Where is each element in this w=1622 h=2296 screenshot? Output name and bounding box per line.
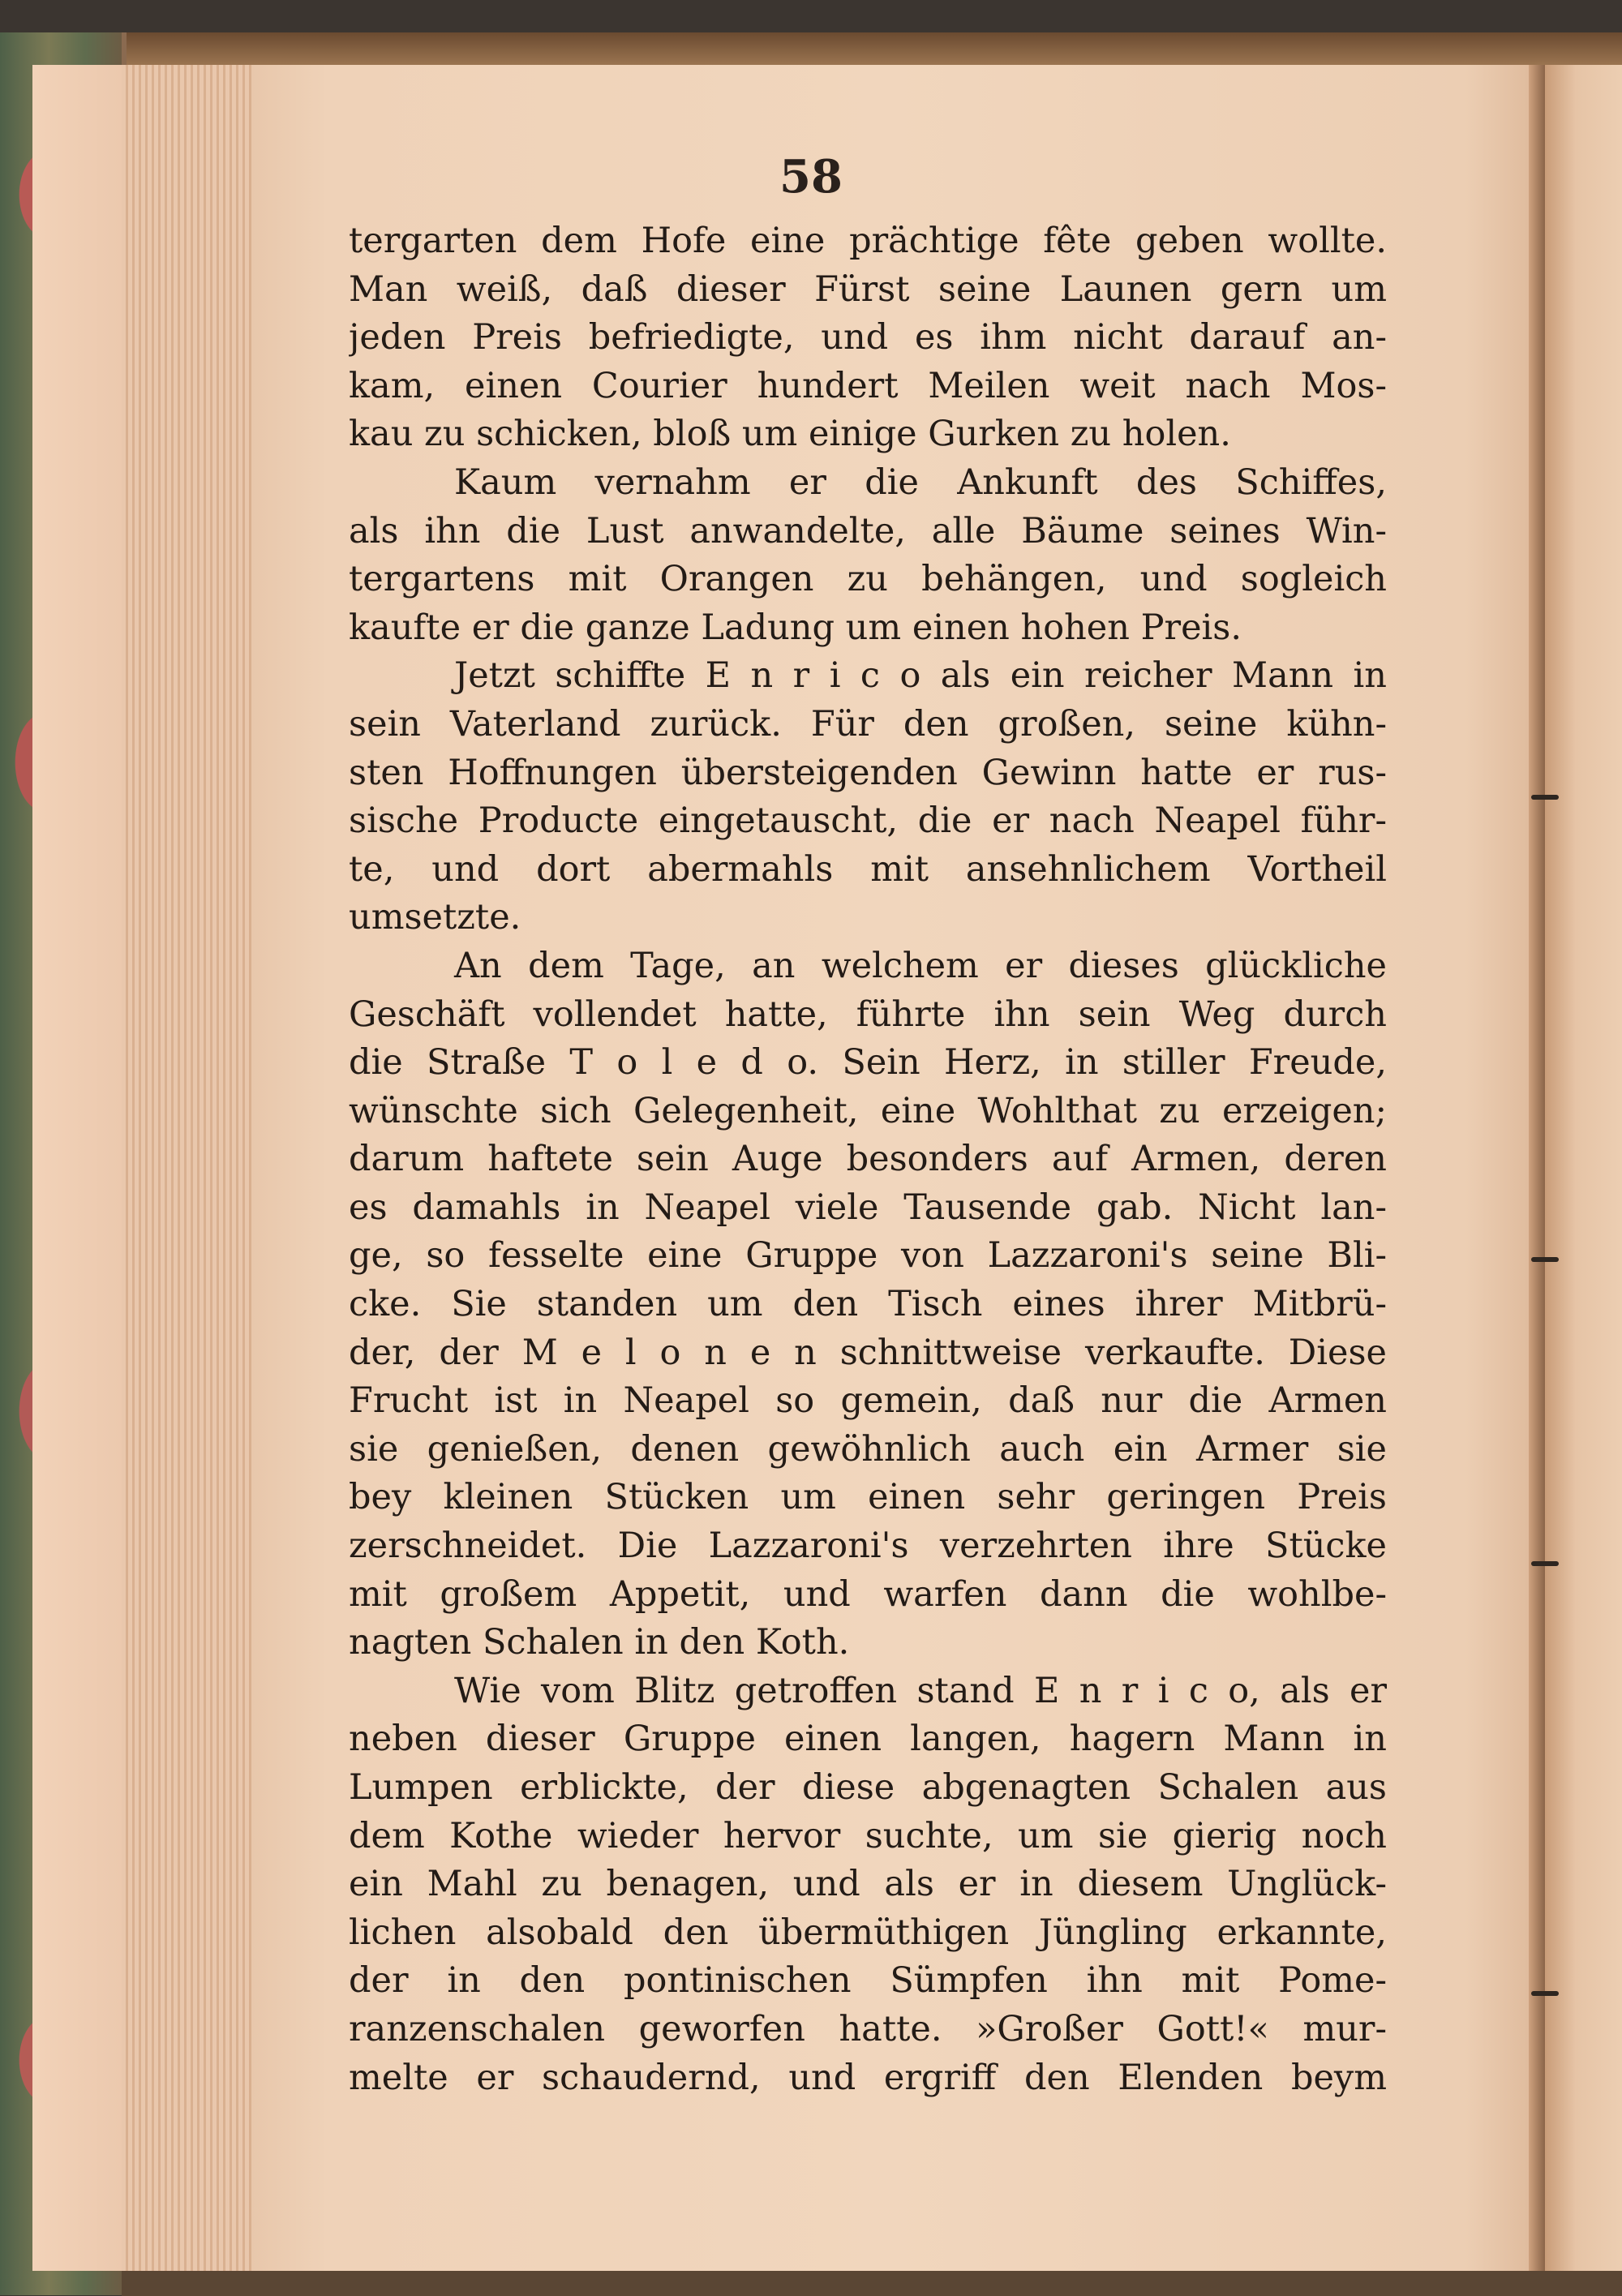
text-line: Kaum vernahm er die Ankunft des Schiffes, [454,461,1387,503]
text-line: sie genießen, denen gewöhnlich auch ein Armer sie [349,1428,1387,1470]
text-line: An dem Tage, an welchem er dieses glückliche [454,945,1387,986]
text-line: kau zu schicken, bloß um einige Gurken zu holen. [349,414,1231,455]
text-line: der, der M e l o n e n schnittweise verkaufte. Diese [349,1332,1387,1373]
text-line: dem Kothe wieder hervor suchte, um sie gierig noch [349,1815,1387,1856]
binding-thread [1531,795,1559,800]
text-line: neben dieser Gruppe einen langen, hagern Mann in [349,1719,1387,1760]
body-text [349,217,1387,2102]
text-line: zerschneidet. Die Lazzaroni's verzehrten ihre Stücke [349,1526,1387,1567]
book-spine-top [32,32,1622,65]
left-page-strip [32,65,132,2271]
text-line: Lumpen erblickte, der diese abgenagten Schalen aus [349,1767,1387,1808]
text-line: sein Vaterland zurück. Für den großen, seine kühn- [349,703,1387,745]
text-line: Frucht ist in Neapel so gemein, daß nur die Armen [349,1380,1387,1422]
book-gutter [1529,65,1545,2271]
text-line: darum haftete sein Auge besonders auf Armen, deren [349,1139,1387,1180]
text-line: kam, einen Courier hundert Meilen weit nach Mos- [349,365,1387,406]
text-line: tergarten dem Hofe eine prächtige fête geben wollte. [349,221,1387,261]
text-line: nagten Schalen in den Koth. [349,1622,850,1663]
text-line: ge, so fesselte eine Gruppe von Lazzaroni's seine Bli- [349,1235,1387,1277]
page-stack-edges [122,65,253,2271]
text-line: mit großem Appetit, und warfen dann die wohlbe- [349,1573,1387,1615]
text-line: der in den pontinischen Sümpfen ihn mit Pome- [349,1960,1387,2002]
text-line: sische Producte eingetauscht, die er nach Neapel führ- [349,800,1387,842]
text-line: es damahls in Neapel viele Tausende gab. Nicht lan- [349,1187,1387,1228]
text-line: Geschäft vollendet hatte, führte ihn sein Weg durch [349,994,1387,1035]
text-line: wünschte sich Gelegenheit, eine Wohlthat zu erzeigen; [349,1090,1387,1131]
book-bottom-edge [122,2271,1622,2296]
text-line: Jetzt schiffte E n r i c o als ein reicher Mann in [454,655,1387,697]
binding-thread [1531,1991,1559,1996]
text-line: kaufte er die ganze Ladung um einen hohen Preis. [349,607,1242,648]
text-line: die Straße T o l e d o. Sein Herz, in stiller Freude, [349,1042,1387,1084]
page-number: 58 [779,150,843,204]
binding-thread [1531,1561,1559,1566]
text-line: sten Hoffnungen übersteigenden Gewinn hatte er rus- [349,752,1387,793]
text-line: ranzenschalen geworfen hatte. »Großer Gott!« mur- [349,2008,1387,2049]
text-line: als ihn die Lust anwandelte, alle Bäume seines Win- [349,510,1387,551]
text-line: ein Mahl zu benagen, und als er in diesem Unglück- [349,1864,1387,1905]
text-line: umsetzte. [349,897,521,938]
text-line: Man weiß, daß dieser Fürst seine Launen gern um [349,268,1387,310]
text-line: te, und dort abermahls mit ansehnlichem Vortheil [349,848,1387,890]
text-line: jeden Preis befriedigte, und es ihm nicht darauf an- [349,317,1387,358]
text-line: cke. Sie standen um den Tisch eines ihrer Mitbrü- [349,1284,1387,1325]
text-line: lichen alsobald den übermüthigen Jüngling erkannte, [349,1912,1387,1953]
right-page-strip [1545,65,1622,2271]
text-line: Wie vom Blitz getroffen stand E n r i c o, als er [454,1670,1387,1711]
text-line: melte er schaudernd, und ergriff den Elenden beym [349,2057,1387,2098]
binding-thread [1531,1257,1559,1262]
text-line: bey kleinen Stücken um einen sehr geringen Preis [349,1477,1387,1518]
text-line: tergartens mit Orangen zu behängen, und sogleich [349,559,1387,600]
